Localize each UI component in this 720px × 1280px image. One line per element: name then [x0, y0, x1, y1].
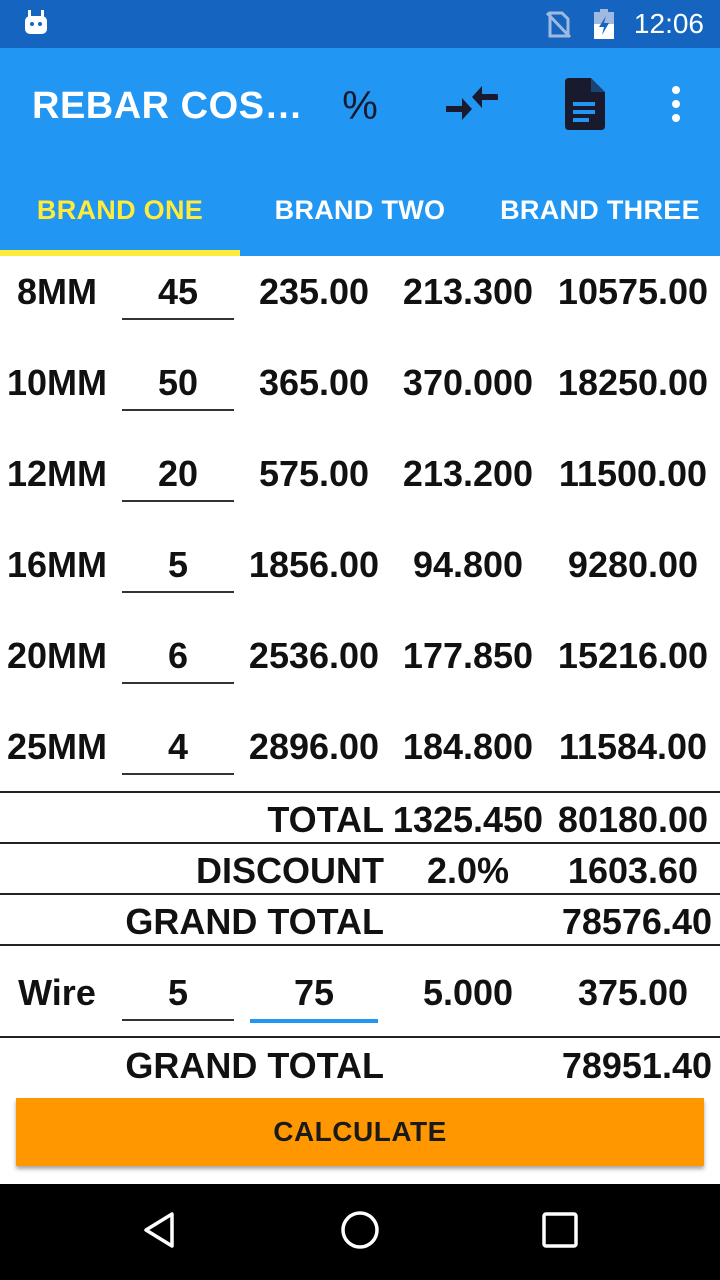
- grand-total-label: GRAND TOTAL: [125, 901, 384, 942]
- percent-icon: %: [342, 83, 378, 128]
- tab-brand-two[interactable]: [240, 178, 480, 256]
- weight-value: 213.300: [402, 271, 534, 312]
- bar-size: 20MM: [6, 635, 108, 676]
- amount-value: 10575.00: [557, 271, 709, 312]
- app-title: REBAR COS…: [32, 85, 304, 127]
- android-debug-icon: [22, 8, 50, 41]
- total-weight: 1325.450: [392, 799, 544, 840]
- quantity-input[interactable]: 5: [122, 545, 234, 593]
- wire-weight: 5.000: [422, 972, 514, 1013]
- tab-brand-three[interactable]: [480, 178, 720, 256]
- divider: [0, 944, 720, 946]
- divider: [0, 791, 720, 793]
- discount-percent: 2.0%: [426, 850, 510, 891]
- tab-label: BRAND ONE: [36, 195, 204, 225]
- weight-value: 94.800: [412, 544, 524, 585]
- overflow-menu-button[interactable]: [646, 76, 706, 136]
- wire-rate-input[interactable]: 75: [250, 973, 378, 1023]
- report-button[interactable]: [554, 76, 614, 136]
- divider: [0, 893, 720, 895]
- rate-value: 1856.00: [248, 544, 380, 585]
- weight-value: 177.850: [402, 635, 534, 676]
- total-amount: 80180.00: [557, 799, 709, 840]
- weight-value: 213.200: [402, 453, 534, 494]
- bar-size: 12MM: [6, 453, 108, 494]
- amount-value: 18250.00: [557, 362, 709, 403]
- tab-label: BRAND TWO: [274, 195, 446, 225]
- home-button[interactable]: [330, 1202, 390, 1262]
- rate-value: 2536.00: [248, 635, 380, 676]
- battery-icon: [592, 8, 616, 45]
- recents-button[interactable]: [530, 1202, 590, 1262]
- status-bar: [0, 0, 720, 48]
- weight-value: 370.000: [402, 362, 534, 403]
- quantity-input[interactable]: 50: [122, 363, 234, 411]
- quantity-input[interactable]: 4: [122, 727, 234, 775]
- divider: [0, 1036, 720, 1038]
- total-label: TOTAL: [267, 799, 384, 840]
- back-button[interactable]: [130, 1202, 190, 1262]
- rate-value: 235.00: [258, 271, 370, 312]
- bar-size: 10MM: [6, 362, 108, 403]
- bar-size: 16MM: [6, 544, 108, 585]
- no-sim-icon: [544, 10, 572, 43]
- bar-size: 8MM: [17, 271, 97, 312]
- tab-brand-one[interactable]: [0, 178, 240, 256]
- amount-value: 15216.00: [557, 635, 709, 676]
- compare-button[interactable]: [442, 76, 502, 136]
- percent-button[interactable]: [330, 76, 390, 136]
- calculate-button[interactable]: CALCULATE: [16, 1098, 704, 1166]
- more-vert-icon: [670, 86, 682, 127]
- grand-total-amount: 78951.40: [561, 1045, 712, 1086]
- weight-value: 184.800: [402, 726, 534, 767]
- status-time: 12:06: [633, 8, 704, 39]
- divider: [0, 842, 720, 844]
- home-circle-icon: [339, 1209, 381, 1256]
- amount-value: 11500.00: [558, 453, 708, 494]
- recents-square-icon: [541, 1211, 579, 1254]
- wire-amount: 375.00: [577, 972, 689, 1013]
- grand-total-label: GRAND TOTAL: [125, 1045, 384, 1086]
- back-triangle-icon: [140, 1210, 180, 1255]
- rate-value: 365.00: [258, 362, 370, 403]
- grand-total-amount: 78576.40: [561, 901, 712, 942]
- navigation-bar: [0, 1184, 720, 1280]
- document-icon: [561, 76, 607, 137]
- discount-label: DISCOUNT: [196, 850, 384, 891]
- app-bar: [0, 48, 720, 256]
- tab-label: BRAND THREE: [500, 195, 700, 225]
- quantity-input[interactable]: 45: [122, 272, 234, 320]
- bar-size: 25MM: [6, 726, 108, 767]
- amount-value: 11584.00: [558, 726, 708, 767]
- quantity-input[interactable]: 6: [122, 636, 234, 684]
- rate-value: 2896.00: [248, 726, 380, 767]
- rate-value: 575.00: [258, 453, 370, 494]
- amount-value: 9280.00: [567, 544, 699, 585]
- discount-amount: 1603.60: [567, 850, 699, 891]
- quantity-input[interactable]: 20: [122, 454, 234, 502]
- tab-indicator: [0, 250, 240, 256]
- wire-quantity-input[interactable]: 5: [122, 973, 234, 1021]
- wire-label: Wire: [18, 972, 96, 1013]
- compare-arrows-icon: [444, 84, 500, 129]
